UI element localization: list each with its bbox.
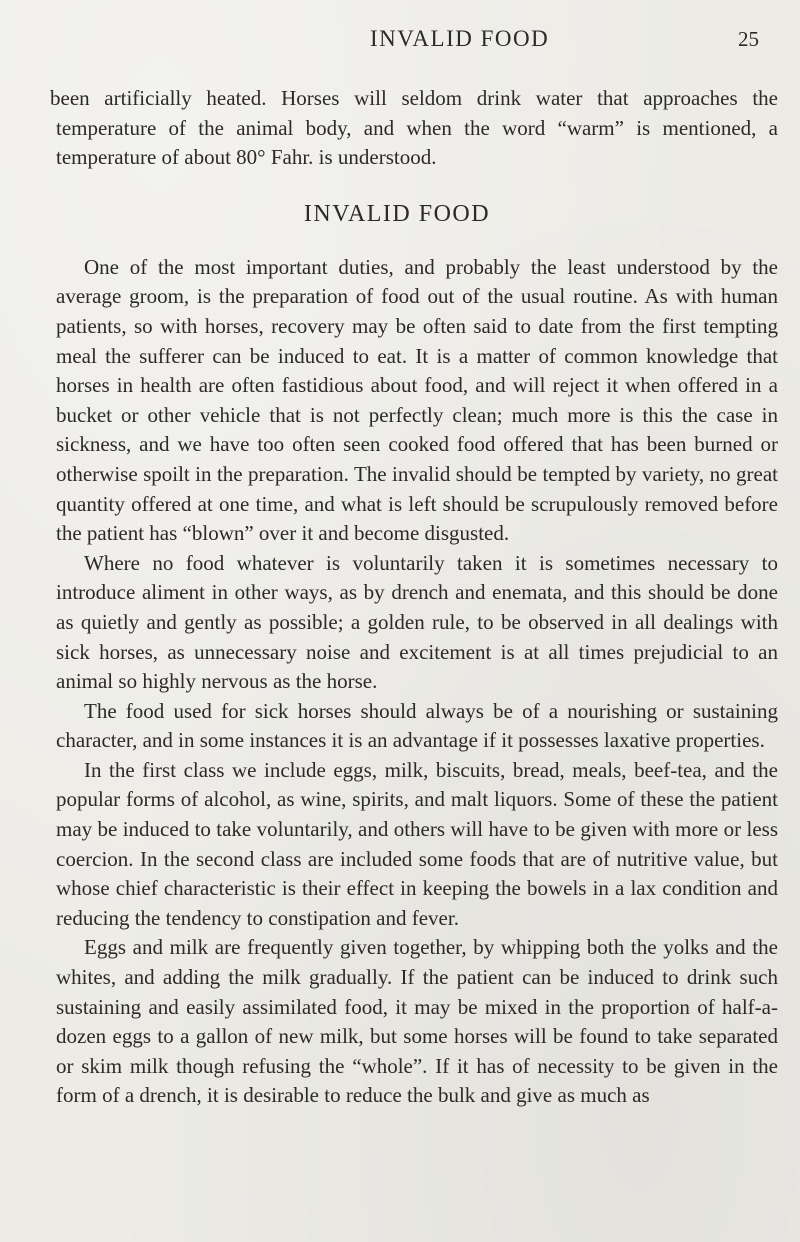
body-text: [50, 84, 778, 1111]
paragraph-invalid-food-intro: One of the most important duties, and probably the least understood by the average groom, is the preparation of food out of the usual routine. As with human patients, so with horses, recovery may be often said to date from the first tempting meal the sufferer can be induced to eat. It is a matter of common knowledge that horses in health are often fastidious about food, and will reject it when offered in a bucket or other vehicle that is not perfectly clean; much more is this the case in sickness, and we have too often seen cooked food offered that has been burned or otherwise spoilt in the preparation. The invalid should be tempted by variety, no great quantity offered at one time, and what is left should be scrupulously removed before the patient has “blown” over it and become disgusted.: [56, 254, 778, 546]
running-title: INVALID FOOD: [370, 26, 550, 51]
paragraph-food-classes: In the first class we include eggs, milk, biscuits, bread, meals, beef-tea, and the popular forms of alcohol, as wine, spirits, and malt liquors. Some of these the patient may be induced to take voluntarily, and others will have to be given with more or less coercion. In the second class are included some foods that are of nutritive value, but whose chief characteristic is their effect in keeping the bowels in a lax condition and reducing the tendency to constipation and fever.: [56, 757, 778, 930]
paragraph-nourishing-food: The food used for sick horses should always be of a nourishing or sustaining character, and in some instances it is an advantage if it possesses laxative properties.: [56, 698, 778, 753]
paragraph-continuation: been artificially heated. Horses will seldom drink water that approaches the temperature of the animal body, and when the word “warm” is mentioned, a temperature of about 80° Fahr. is understood.: [50, 86, 778, 170]
paragraph-eggs-and-milk: Eggs and milk are frequently given together, by whipping both the yolks and the whites, and adding the milk gradually. If the patient can be induced to drink such sustaining and easily assimilated food, it may be mixed in the proportion of half-a-dozen eggs to a gallon of new milk, but some horses will be found to take separated or skim milk though refusing the “whole”. If it has of necessity to be given in the form of a drench, it is desirable to reduce the bulk and give as much as: [56, 935, 778, 1108]
paragraph-aliment: Where no food whatever is voluntarily taken it is sometimes necessary to introduce aliment in other ways, as by drench and enemata, and this should be done as quietly and gently as possible; a golden rule, to be observed in all dealings with sick horses, as unnecessary noise and excitement is at all times prejudicial to an animal so highly nervous as the horse.: [56, 550, 778, 694]
page-number: 25: [738, 27, 759, 51]
running-head: [0, 26, 800, 66]
section-heading: INVALID FOOD: [303, 200, 491, 227]
